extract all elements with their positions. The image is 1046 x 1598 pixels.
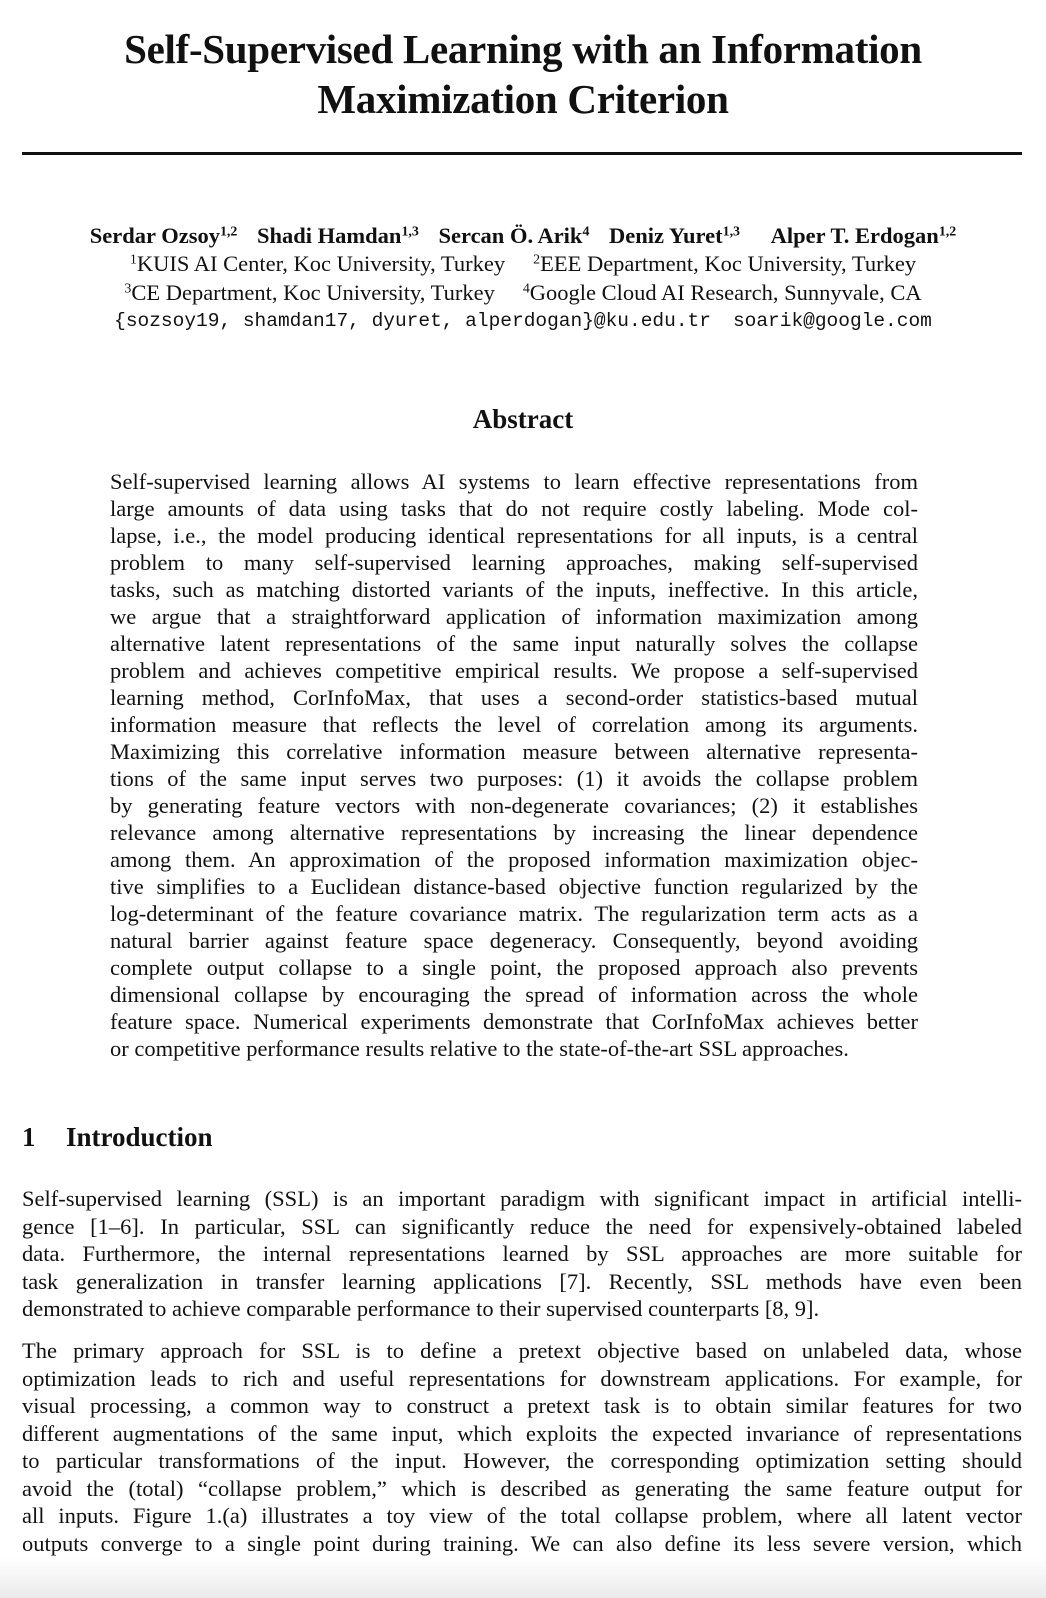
email-ku[interactable]: {sozsoy19, shamdan17, dyuret, alperdogan}@ku.edu.tr bbox=[114, 310, 711, 332]
text-line: Self-supervised learning (SSL) is an important paradigm with significant impact in artificial intelli- bbox=[22, 1186, 1022, 1211]
text-line: avoid the (total) “collapse problem,” which is described as generating the same feature output for bbox=[22, 1475, 1022, 1501]
author bbox=[609, 223, 740, 248]
text-line: task generalization in transfer learning applications [7]. Recently, SSL methods have even been bbox=[22, 1268, 1022, 1294]
affiliation-number: 3 bbox=[124, 281, 132, 297]
author-affiliation-marker: 1,2 bbox=[219, 224, 238, 240]
text-line: dimensional collapse by encouraging the spread of information across the whole bbox=[110, 982, 918, 1007]
text-line: different augmentations of the same input, which exploits the expected invariance of representations bbox=[22, 1420, 1022, 1446]
text-line: optimization leads to rich and useful representations for downstream applications. For example, for bbox=[22, 1365, 1022, 1391]
section-number: 1 bbox=[22, 1122, 36, 1152]
paper-title-line-2: Maximization Criterion bbox=[317, 76, 729, 122]
affiliation-text: CE Department, Koc University, Turkey bbox=[131, 280, 495, 305]
author-name: Alper T. Erdogan bbox=[770, 223, 939, 248]
introduction-paragraph-1 bbox=[22, 1185, 1022, 1323]
author bbox=[438, 223, 589, 248]
text-line: visual processing, a common way to construct a pretext task is to obtain similar features for two bbox=[22, 1393, 1022, 1418]
author-emails bbox=[0, 307, 1046, 335]
author bbox=[257, 223, 419, 248]
affiliation-number: 4 bbox=[522, 281, 530, 297]
section-heading-introduction bbox=[22, 1120, 213, 1154]
affiliation-text: KUIS AI Center, Koc University, Turkey bbox=[136, 251, 506, 276]
author-affiliation-marker: 4 bbox=[582, 224, 590, 240]
section-title: Introduction bbox=[66, 1122, 213, 1152]
text-line: by generating feature vectors with non-degenerate covariances; (2) it establishes bbox=[110, 793, 918, 818]
author-name: Shadi Hamdan bbox=[257, 223, 402, 248]
text-line: Maximizing this correlative information measure between alternative representa- bbox=[110, 739, 918, 764]
text-line: large amounts of data using tasks that do not require costly labeling. Mode col- bbox=[110, 496, 918, 521]
text-line: gence [1–6]. In particular, SSL can significantly reduce the need for expensively-obtained labeled bbox=[22, 1213, 1022, 1239]
page-bottom-shadow bbox=[0, 1558, 1046, 1598]
abstract-heading: Abstract bbox=[472, 404, 574, 434]
affiliation bbox=[523, 280, 922, 305]
text-line: to particular transformations of the input. However, the corresponding optimization setting should bbox=[22, 1448, 1022, 1473]
affiliation-text: Google Cloud AI Research, Sunnyvale, CA bbox=[529, 280, 922, 305]
author-list bbox=[0, 222, 1046, 250]
text-line: outputs converge to a single point during training. We can also define its less severe version, which bbox=[22, 1530, 1022, 1556]
text-line: problem and achieves competitive empirical results. We propose a self-supervised bbox=[110, 658, 918, 683]
title-divider bbox=[22, 152, 1022, 155]
affiliation bbox=[533, 251, 916, 276]
email-google[interactable]: soarik@google.com bbox=[732, 310, 932, 332]
text-line: information measure that reflects the level of correlation among its arguments. bbox=[110, 712, 918, 737]
author-affiliation-marker: 1,3 bbox=[722, 224, 741, 240]
affiliation-number: 2 bbox=[533, 252, 541, 268]
text-line: alternative latent representations of the same input naturally solves the collapse bbox=[110, 631, 918, 656]
affiliation bbox=[124, 280, 494, 305]
text-line: demonstrated to achieve comparable performance to their supervised counterparts [8, 9]. bbox=[22, 1296, 820, 1321]
author-name: Sercan Ö. Arik bbox=[438, 223, 583, 248]
affiliation-row-1 bbox=[0, 250, 1046, 278]
affiliation bbox=[130, 251, 505, 276]
text-line: complete output collapse to a single point, the proposed approach also prevents bbox=[110, 955, 918, 980]
text-line: feature space. Numerical experiments demonstrate that CorInfoMax achieves better bbox=[110, 1009, 918, 1034]
affiliation-text: EEE Department, Koc University, Turkey bbox=[540, 251, 917, 276]
text-line: all inputs. Figure 1.(a) illustrates a toy view of the total collapse problem, where all latent vector bbox=[22, 1503, 1022, 1528]
text-line: we argue that a straightforward application of information maximization among bbox=[110, 604, 918, 629]
affiliation-row-2 bbox=[0, 279, 1046, 307]
author bbox=[771, 223, 957, 248]
abstract-body bbox=[110, 468, 918, 1062]
text-line: natural barrier against feature space degeneracy. Consequently, beyond avoiding bbox=[110, 928, 918, 953]
text-line: tive simplifies to a Euclidean distance-based objective function regularized by the bbox=[110, 874, 918, 899]
text-line: lapse, i.e., the model producing identical representations for all inputs, is a central bbox=[110, 523, 918, 548]
author-affiliation-marker: 1,2 bbox=[938, 224, 957, 240]
author bbox=[90, 223, 238, 248]
author-name: Serdar Ozsoy bbox=[89, 223, 220, 248]
text-line: among them. An approximation of the proposed information maximization objec- bbox=[110, 847, 918, 872]
text-line: The primary approach for SSL is to define a pretext objective based on unlabeled data, whose bbox=[22, 1338, 1022, 1363]
text-line: log-determinant of the feature covariance matrix. The regularization term acts as a bbox=[110, 901, 918, 926]
text-line: relevance among alternative representations by increasing the linear dependence bbox=[110, 820, 918, 845]
text-line: problem to many self-supervised learning approaches, making self-supervised bbox=[110, 550, 918, 575]
text-line: tasks, such as matching distorted variants of the inputs, ineffective. In this article, bbox=[110, 577, 918, 602]
text-line: Self-supervised learning allows AI systems to learn effective representations from bbox=[110, 469, 918, 494]
paper-title-line-1: Self-Supervised Learning with an Information bbox=[124, 26, 922, 72]
text-line: or competitive performance results relative to the state-of-the-art SSL approaches. bbox=[110, 1036, 849, 1061]
text-line: learning method, CorInfoMax, that uses a second-order statistics-based mutual bbox=[110, 685, 918, 710]
text-line: tions of the same input serves two purposes: (1) it avoids the collapse problem bbox=[110, 766, 918, 791]
author-name: Deniz Yuret bbox=[609, 223, 723, 248]
text-line: data. Furthermore, the internal representations learned by SSL approaches are more suitable for bbox=[22, 1241, 1022, 1266]
introduction-paragraph-2 bbox=[22, 1337, 1022, 1557]
affiliation-number: 1 bbox=[129, 252, 137, 268]
author-affiliation-marker: 1,3 bbox=[401, 224, 419, 240]
